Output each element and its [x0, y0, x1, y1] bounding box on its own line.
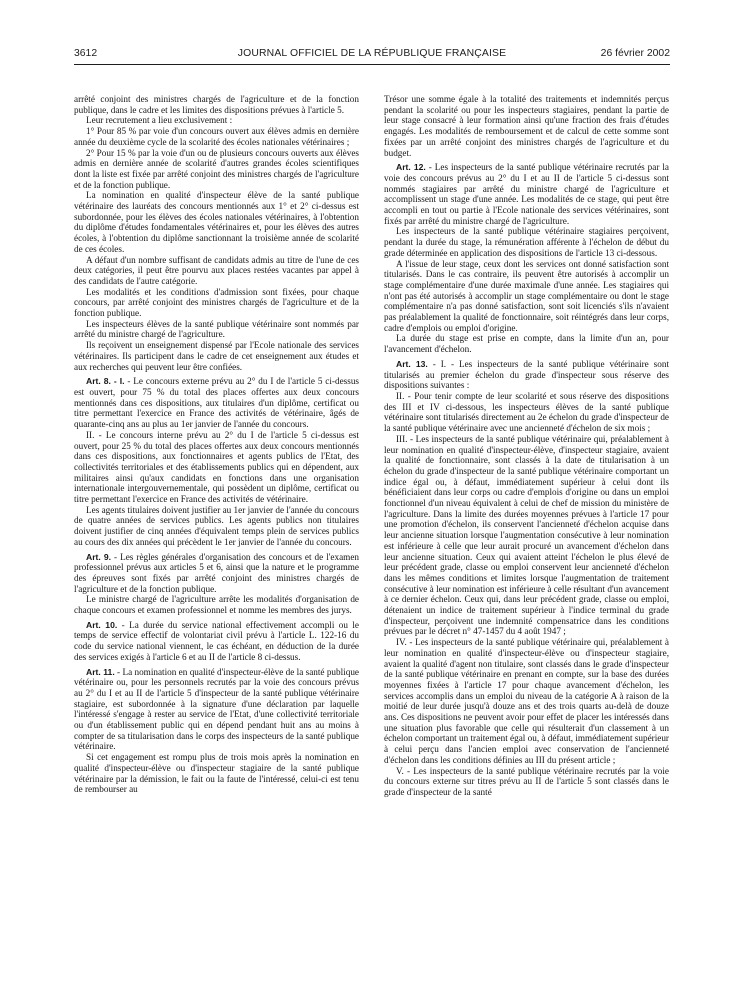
article-paragraph: [74, 752, 359, 795]
paragraph-text: Le ministre chargé de l'agriculture arrête les modalités d'organisation de chaque concours et examen professionnel et nomme les membres des jurys.: [74, 594, 359, 616]
article-paragraph: [384, 259, 669, 334]
paragraph-text: Ils reçoivent un enseignement dispensé par l'Ecole nationale des services vétérinaires. Ils participent dans le cadre de cet enseignement aux études et aux recherches qui peuvent leur être confiées.: [74, 340, 359, 372]
article-paragraph: [74, 319, 359, 340]
article-heading: Art. 12.: [396, 162, 426, 173]
issue-date: 26 février 2002: [600, 48, 670, 59]
article-paragraph: [384, 766, 669, 798]
paragraph-text: Les inspecteurs de la santé publique vétérinaire stagiaires perçoivent, pendant la durée du stage, la rémunération afférente à l'échelon de début du grade déterminée en application des dispositions de l'article 13 ci-dessous.: [384, 226, 669, 258]
article-paragraph: [74, 255, 359, 287]
paragraph-text: 2° Pour 15 % par la voie d'un ou de plusieurs concours ouverts aux élèves admis en dernière année de scolarité d'autres grandes écoles scientifiques dont la liste est fixée par arrêté conjoint des ministres chargés de l'agriculture et de la fonction publique.: [74, 147, 359, 190]
article-paragraph: [74, 94, 359, 115]
article-heading: Art. 10.: [86, 619, 118, 630]
paragraph-text: Les inspecteurs élèves de la santé publique vétérinaire sont nommés par arrêté du ministre chargé de l'agriculture.: [74, 318, 359, 340]
paragraph-text: A défaut d'un nombre suffisant de candidats admis au titre de l'une de ces deux catégories, il peut être pourvu aux places restées vacantes par appel à des candidats de l'autre catégorie.: [74, 254, 359, 286]
article-paragraph: [384, 333, 669, 354]
paragraph-text: arrêté conjoint des ministres chargés de l'agriculture et de la fonction publique, dans le cadre et les limites des dispositions prévues à l'article 5.: [74, 94, 359, 115]
paragraph-text: La durée du stage est prise en compte, dans la limite d'un an, pour l'avancement d'échelon.: [384, 333, 669, 355]
page-number: 3612: [74, 48, 98, 59]
paragraph-text: A l'issue de leur stage, ceux dont les services ont donné satisfaction sont titularisés. Dans le cas contraire, ils peuvent être autorisés à accomplir un stage complémentaire d'une durée maximale d'une année. Les stagiaires qui n'ont pas été autorisés à accomplir un stage complémentaire ou dont le stage complémentaire n'a pas donné satisfaction, sont soit licenciés s'ils n'avaient pas préalablement la qualité de fonctionnaire, soit réintégrés dans leur corps, cadre d'emplois ou emploi d'origine.: [384, 258, 669, 333]
paragraph-text: Les agents titulaires doivent justifier au 1er janvier de l'année du concours de quatre années de services publics. Les agents publics non titulaires doivent justifier de cinq années d'équivalent temps plein de services publics au cours des dix années qui précèdent le 1er janvier de l'année du concours.: [74, 504, 359, 547]
article-paragraph: [384, 94, 669, 158]
left-column: [74, 94, 359, 964]
article-heading: Art. 13.: [396, 358, 428, 369]
paragraph-text: III. - Les inspecteurs de la santé publique vétérinaire qui, préalablement à leur nomination en qualité d'inspecteur-élève, d'inspecteur stagiaire, avaient la qualité de fonctionnaire, sont classés à la date de titularisation à un échelon du grade d'inspecteur de la santé publique vétérinaire comportant un indice égal ou, à défaut, immédiatement supérieur à celui dont ils bénéficiaient dans leur corps ou cadre d'emplois d'origine ou dans un emploi fonctionnel d'un niveau équivalent à celui de chef de mission du ministère de l'agriculture. Dans la limite des durées moyennes prévues à l'article 17 pour une promotion d'échelon, ils conservent l'ancienneté d'échelon acquise dans leur ancienne situation lorsque l'augmentation consécutive à leur nomination est inférieure à celle que leur aurait procuré un avancement d'échelon dans leur ancienne situation. Ceux qui avaient atteint l'échelon le plus élevé de leur précédent grade, classe ou emploi conservent leur ancienneté d'échelon dans les mêmes conditions et limites lorsque l'augmentation de traitement consécutive à leur nomination est inférieure à celle résultant d'un avancement à ce dernier échelon. Ceux qui, dans leur précédent grade, classe ou emploi, détenaient un indice de traitement supérieur à l'indice terminal du grade d'inspecteur, perçoivent une indemnité compensatrice dans les conditions prévues par le décret n° 47-1457 du 4 août 1947 ;: [384, 433, 669, 637]
article-paragraph: [384, 226, 669, 258]
paragraph-text: II. - Pour tenir compte de leur scolarité et sous réserve des dispositions des III et IV ci-dessous, les inspecteurs élèves de la santé publique vétérinaire sont titularisés directement au 2e échelon du grade d'inspecteur de la santé publique vétérinaire avec une ancienneté d'échelon de six mois ;: [384, 390, 669, 434]
header-rule: [74, 64, 670, 65]
article-paragraph: [74, 148, 359, 191]
paragraph-text: - I. - Les inspecteurs de la santé publique vétérinaire sont titularisés au premier échelon du grade d'inspecteur sous réserve des dispositions suivantes :: [384, 358, 669, 391]
paragraph-text: La nomination en qualité d'inspecteur élève de la santé publique vétérinaire des lauréats des concours mentionnés aux 1° et 2° ci-dessus est subordonnée, pour les élèves des écoles nationales vétérinaires, à l'obtention du diplôme d'études fondamentales vétérinaires et, pour les élèves des autres écoles, à l'obtention du diplôme sanctionnant la troisième année de scolarité de ces écoles.: [74, 190, 359, 254]
article-paragraph: [74, 287, 359, 319]
paragraph-text: - Le concours externe prévu au 2° du I de l'article 5 ci-dessus est ouvert, pour 75 % du total des places offertes aux deux concours mentionnés dans ces dispositions, aux titulaires d'un diplôme, certificat ou titre permettant l'exercice en France des activités de vétérinaire, âgés de quarante-cinq ans au plus au 1er janvier de l'année du concours.: [74, 376, 359, 430]
paragraph-text: - La durée du service national effectivement accompli ou le temps de service effectif de volontariat civil prévu à l'article L. 122-16 du code du service national viennent, le cas échéant, en déduction de la durée des services exigés à l'article 6 et au II de l'article 8 ci-dessus.: [74, 619, 359, 662]
right-column: [384, 94, 669, 964]
paragraph-text: V. - Les inspecteurs de la santé publique vétérinaire recrutés par la voie du concours externe sur titres prévu au II de l'article 5 sont classés dans le grade d'inspecteur de la santé: [384, 765, 669, 797]
article-paragraph: [74, 126, 359, 147]
paragraph-text: Si cet engagement est rompu plus de trois mois après la nomination en qualité d'inspecteur-élève ou d'inspecteur stagiaire de la santé publique vétérinaire par la démission, le fait ou la faute de l'intéressé, celui-ci est tenu de rembourser au: [74, 752, 359, 795]
paragraph-text: - Les règles générales d'organisation des concours et de l'examen professionnel prévus aux articles 5 et 6, ainsi que la nature et le programme des épreuves sont fixés par arrêté conjoint des ministres chargés de l'agriculture et de la fonction publique.: [74, 551, 359, 594]
article-paragraph: [74, 505, 359, 548]
running-header: [74, 44, 670, 60]
article-paragraph: [74, 620, 359, 663]
article-heading: Art. 11.: [86, 666, 115, 677]
paragraph-text: Les modalités et les conditions d'admission sont fixées, pour chaque concours, par arrêté conjoint des ministres chargés de l'agriculture et de la fonction publique.: [74, 286, 359, 319]
paragraph-text: - Les inspecteurs de la santé publique vétérinaire recrutés par la voie des concours prévus au 2° du I et au II de l'article 5 ci-dessus sont nommés stagiaires par arrêté du ministre chargé de l'agriculture et accomplissent un stage d'une année. Les modalités de ce stage, qui peut être accompli en tout ou partie à l'Ecole nationale des services vétérinaires, sont fixés par arrêté du ministre chargé de l'agriculture.: [384, 162, 669, 226]
article-paragraph: [384, 637, 669, 765]
paragraph-text: II. - Le concours interne prévu au 2° du I de l'article 5 ci-dessus est ouvert, pour 25 % du total des places offertes aux deux concours mentionnés dans ces dispositions, aux fonctionnaires et agents publics de l'Etat, des collectivités territoriales et des établissements publics qui en dépendent, aux militaires ainsi qu'aux candidats en fonctions dans une organisation internationale intergouvernementale, qui possèdent un diplôme, certificat ou titre permettant l'exercice en France des activités de vétérinaire.: [74, 429, 359, 505]
article-paragraph: [74, 667, 359, 753]
journal-title: JOURNAL OFFICIEL DE LA RÉPUBLIQUE FRANÇAISE: [237, 48, 507, 59]
paragraph-text: Leur recrutement a lieu exclusivement :: [86, 115, 233, 126]
paragraph-text: IV. - Les inspecteurs de la santé publique vétérinaire qui, préalablement à leur nomination en qualité d'inspecteur-élève ou d'inspecteur stagiaire, avaient la qualité d'agent non titulaire, sont classés dans le grade d'inspecteur de la santé publique vétérinaire en prenant en compte, sur la base des durées moyennes fixées à l'article 17 pour chaque avancement d'échelon, les services accomplis dans un emploi du niveau de la catégorie A à raison de la moitié de leur durée jusqu'à douze ans et des trois quarts au-delà de douze ans. Ces dispositions ne peuvent avoir pour effet de placer les intéressés dans une situation plus favorable que celle qui résulterait d'un classement à un échelon comportant un traitement égal ou, à défaut, immédiatement supérieur à celui perçu dans l'ancien emploi avec conservation de l'ancienneté d'échelon dans les conditions définies au III du présent article ;: [384, 637, 669, 765]
paragraph-text: 1° Pour 85 % par voie d'un concours ouvert aux élèves admis en dernière année du deuxième cycle de la scolarité des écoles nationales vétérinaires ;: [74, 126, 359, 147]
article-paragraph: [74, 340, 359, 372]
paragraph-text: Trésor une somme égale à la totalité des traitements et indemnités perçus pendant la scolarité ou pour les inspecteurs stagiaires, pendant la partie de leur stage consacré à leur formation ainsi qu'une fraction des frais d'études engagés. Les modalités de remboursement et de calcul de cette somme sont fixées par un arrêté conjoint des ministres chargés de l'agriculture et du budget.: [384, 94, 669, 158]
paragraph-text: - La nomination en qualité d'inspecteur-élève de la santé publique vétérinaire ou, pour les personnels recrutés par la voie des concours prévus au 2° du I et au II de l'article 5 d'inspecteur de la santé publique vétérinaire stagiaire, est subordonnée à la signature d'une déclaration par laquelle l'intéressé s'engage à rester au service de l'Etat, d'une collectivité territoriale ou d'un établissement public qui en dépend pendant huit ans au moins à compter de sa titularisation dans le corps des inspecteurs de la santé publique vétérinaire.: [74, 666, 359, 752]
article-paragraph: [74, 594, 359, 615]
article-paragraph: [384, 162, 669, 226]
article-paragraph: [384, 359, 669, 391]
article-paragraph: [74, 430, 359, 505]
article-paragraph: [74, 190, 359, 254]
article-heading: Art. 8. - I.: [86, 376, 125, 387]
article-paragraph: [74, 552, 359, 595]
article-paragraph: [384, 391, 669, 434]
article-paragraph: [74, 115, 359, 126]
article-paragraph: [74, 376, 359, 430]
article-paragraph: [384, 434, 669, 637]
article-heading: Art. 9.: [86, 551, 112, 562]
